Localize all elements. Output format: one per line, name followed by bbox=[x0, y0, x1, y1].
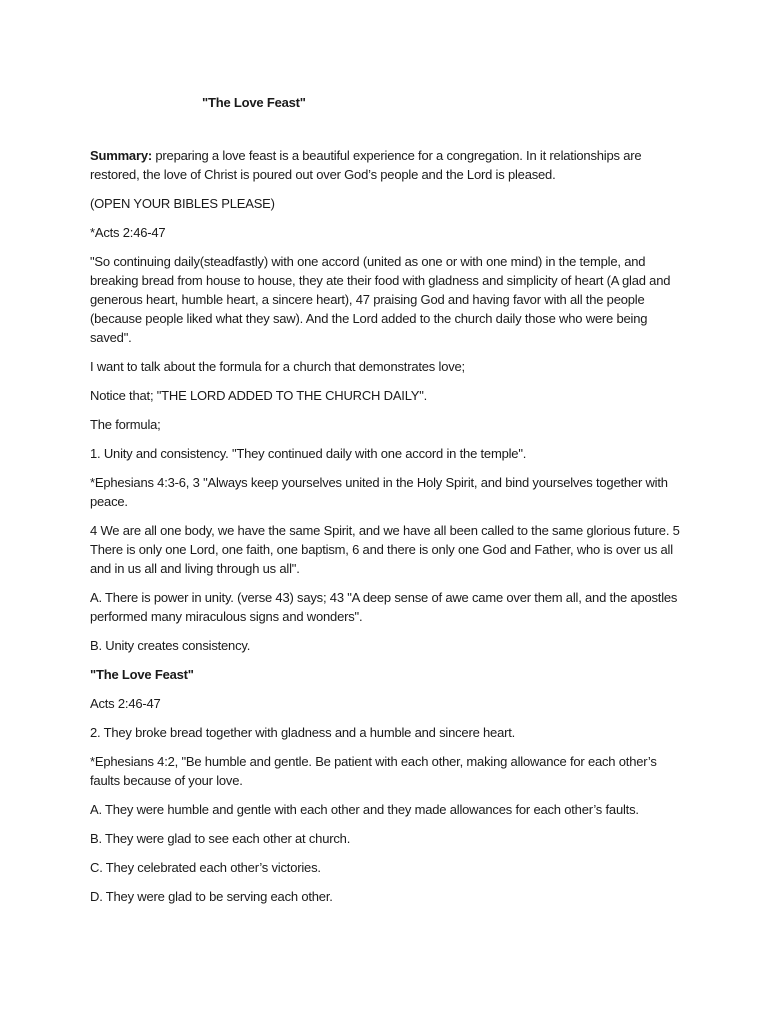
document-body bbox=[90, 94, 680, 916]
paragraph-point-1b: B. Unity creates consistency. bbox=[90, 638, 251, 653]
summary-paragraph bbox=[90, 146, 680, 184]
paragraph-point-2c: C. They celebrated each other’s victories. bbox=[90, 860, 321, 875]
section-title-repeat: "The Love Feast" bbox=[90, 667, 194, 682]
paragraph-point-1a: A. There is power in unity. (verse 43) says; 43 "A deep sense of awe came over them all, and the apostles performed many miraculous signs and wonders". bbox=[90, 590, 678, 624]
paragraph-notice: Notice that; "THE LORD ADDED TO THE CHURCH DAILY". bbox=[90, 388, 428, 403]
paragraph-formula-heading: The formula; bbox=[90, 417, 161, 432]
paragraph-point-2: 2. They broke bread together with gladness and a humble and sincere heart. bbox=[90, 725, 516, 740]
paragraph-open-bibles: (OPEN YOUR BIBLES PLEASE) bbox=[90, 196, 275, 211]
paragraph-ephesians-4-2: *Ephesians 4:2, "Be humble and gentle. Be patient with each other, making allowance for each other’s faults because of your love. bbox=[90, 754, 657, 788]
summary-text: preparing a love feast is a beautiful experience for a congregation. In it relationships are restored, the love of Christ is poured out over God’s people and the Lord is pleased. bbox=[90, 148, 642, 182]
paragraph-acts-reference: *Acts 2:46-47 bbox=[90, 225, 166, 240]
paragraph-point-2a: A. They were humble and gentle with each other and they made allowances for each other’s faults. bbox=[90, 802, 639, 817]
document-title: "The Love Feast" bbox=[202, 95, 306, 110]
paragraph-acts-quote: "So continuing daily(steadfastly) with one accord (united as one or with one mind) in the temple, and breaking bread from house to house, they ate their food with gladness and simplicity of heart (A glad and generous heart, humble heart, a sincere heart), 47 praising God and having favor with all the people (because people liked what they saw). And the Lord added to the church daily those who were being saved". bbox=[90, 254, 671, 345]
paragraph-acts-reference-repeat: Acts 2:46-47 bbox=[90, 696, 161, 711]
paragraph-point-1: 1. Unity and consistency. "They continued daily with one accord in the temple". bbox=[90, 446, 527, 461]
summary-label: Summary: bbox=[90, 148, 152, 163]
paragraph-formula-intro: I want to talk about the formula for a church that demonstrates love; bbox=[90, 359, 465, 374]
paragraph-point-2d: D. They were glad to be serving each other. bbox=[90, 889, 333, 904]
paragraph-ephesians-4-4: 4 We are all one body, we have the same Spirit, and we have all been called to the same glorious future. 5 There is only one Lord, one faith, one baptism, 6 and there is only one God and Father, who is over us all and in us all and living through us all". bbox=[90, 523, 680, 576]
paragraph-ephesians-4-3: *Ephesians 4:3-6, 3 "Always keep yourselves united in the Holy Spirit, and bind yourselves together with peace. bbox=[90, 475, 668, 509]
paragraph-point-2b: B. They were glad to see each other at church. bbox=[90, 831, 351, 846]
